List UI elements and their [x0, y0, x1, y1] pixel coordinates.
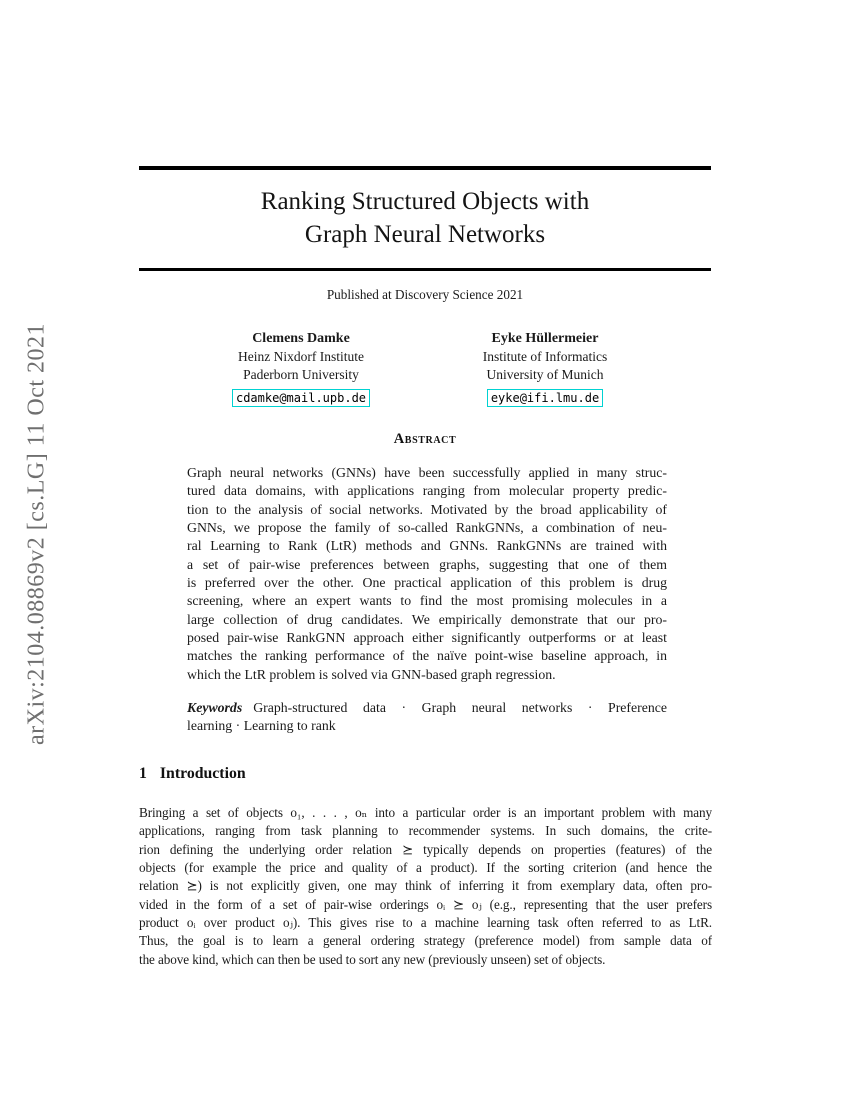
published-note: Published at Discovery Science 2021: [326, 287, 524, 302]
introduction-line: product oᵢ over product oⱼ). This gives rise to a machine learning task often referred to as LtR.: [139, 914, 712, 930]
paper-title: [139, 185, 711, 251]
introduction-line: Thus, the goal is to learn a general ordering strategy (preference model) from sample data of: [139, 933, 712, 949]
introduction-line: rion defining the underlying order relation ⪰ typically depends on properties (features) of the: [139, 841, 712, 857]
introduction-text: [139, 804, 712, 969]
keywords-text: Graph-structured data · Graph neural networks · Preference: [253, 700, 667, 715]
paper-title-line-2: Graph Neural Networks: [304, 221, 546, 248]
section-title: Introduction: [159, 765, 246, 782]
author-email-link[interactable]: cdamke@mail.upb.de: [232, 389, 370, 407]
author-affiliation-institute: Institute of Informatics: [482, 349, 608, 364]
arxiv-stamp: arXiv:2104.08869v2 [cs.LG] 11 Oct 2021: [23, 322, 50, 746]
top-rule: [139, 166, 711, 170]
keywords-line-1: [187, 699, 667, 717]
abstract-line: matches the ranking performance of the naïve point-wise baseline approach, in: [187, 648, 667, 664]
introduction-line: the above kind, which can then be used to sort any new (previously unseen) set of objects.: [139, 951, 606, 967]
abstract-line: large collection of drug candidates. We empirically demonstrate that our pro-: [187, 611, 667, 627]
author-affiliation-institute: Heinz Nixdorf Institute: [238, 349, 364, 364]
abstract-line: screening, where an expert wants to find the most promising molecules in a: [187, 593, 667, 609]
section-heading-introduction: [139, 765, 246, 783]
abstract-line: which the LtR problem is solved via GNN-based graph regression.: [187, 666, 556, 682]
abstract-line: a set of pair-wise preferences between graphs, suggesting that one of them: [187, 556, 667, 572]
author-affiliation-university: Paderborn University: [243, 367, 359, 383]
abstract-line: Graph neural networks (GNNs) have been successfully applied in many struc-: [187, 465, 667, 480]
author-card: [161, 330, 441, 407]
introduction-line: vided in the form of a set of pair-wise orderings oᵢ ⪰ oⱼ (e.g., representing that the user prefers: [139, 896, 712, 912]
abstract-line: posed pair-wise RankGNN approach either significantly outperforms or at least: [187, 629, 667, 645]
author-block: [139, 330, 711, 415]
author-email-box: [161, 389, 441, 407]
author-name: Eyke Hüllermeier: [491, 331, 599, 346]
abstract-line: tion to the analysis of social networks. Motivated by the broad applicability of: [187, 501, 667, 517]
abstract-heading: Abstract: [393, 431, 457, 447]
section-number: 1: [139, 765, 147, 782]
paper-title-line-1: Ranking Structured Objects with: [260, 188, 590, 215]
keywords-line-2: learning · Learning to rank: [187, 718, 336, 734]
abstract-line: ral Learning to Rank (LtR) methods and GNNs. RankGNNs are trained with: [187, 538, 667, 554]
introduction-line: applications, ranging from task planning to recommender systems. In such domains, the crite-: [139, 823, 712, 839]
author-card: [405, 330, 685, 407]
abstract-line: GNNs, we propose the family of so-called RankGNNs, a combination of neu-: [187, 519, 667, 535]
keywords-label: Keywords: [187, 700, 243, 715]
author-name: Clemens Damke: [252, 331, 350, 346]
abstract-line: tured data domains, with applications ranging from molecular property predic-: [187, 483, 667, 499]
keywords-block: [187, 699, 667, 736]
introduction-line: relation ⪰) is not explicitly given, one may think of inferring it from exemplary data, often pro-: [139, 878, 712, 894]
mid-rule: [139, 268, 711, 271]
introduction-line: objects (for example the price and quality of a product). If the sorting criterion (and hence the: [139, 859, 712, 875]
author-email-link[interactable]: eyke@ifi.lmu.de: [487, 389, 603, 407]
introduction-line: Bringing a set of objects o₁, . . . , oₙ into a particular order is an important problem with many: [139, 805, 712, 820]
author-email-box: [405, 389, 685, 407]
abstract-line: is preferred over the other. One practical application of this problem is drug: [187, 574, 667, 590]
author-affiliation-university: University of Munich: [486, 367, 604, 383]
abstract-text: [187, 464, 667, 684]
